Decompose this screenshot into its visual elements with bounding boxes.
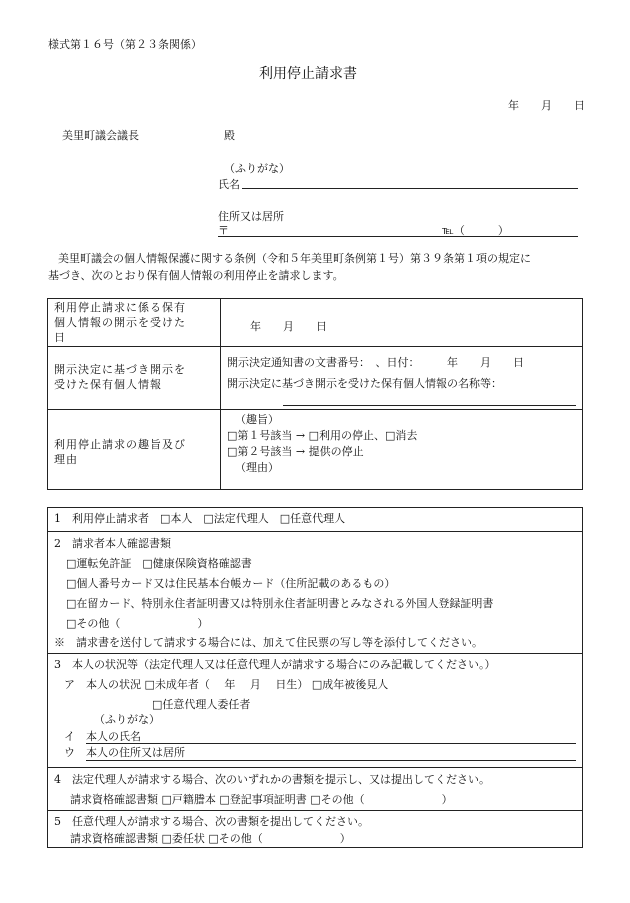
postal-mark: 〒 (218, 224, 229, 237)
section-2-item-4[interactable]: □その他（ ） (66, 617, 209, 630)
section-4-heading: 4 法定代理人が請求する場合、次のいずれかの書類を提示し、又は提出してください。 (54, 773, 490, 786)
row3-reason: （理由） (235, 461, 279, 474)
row2-label: 開示決定に基づき開示を 受けた保有個人情報 (54, 363, 186, 391)
section-5-heading: 5 任意代理人が請求する場合、次の書類を提出してください。 (54, 815, 369, 828)
section-3-address[interactable]: ウ 本人の住所又は居所 (64, 746, 185, 759)
section-1[interactable]: 1 利用停止請求者 □本人 □法定代理人 □任意代理人 (54, 512, 346, 525)
section-5-docs[interactable]: 請求資格確認書類 □委任状 □その他（ ） (70, 832, 351, 845)
section-2-item-3[interactable]: □在留カード、特別永住者証明書又は特別永住者証明書とみなされる外国人登録証明書 (66, 597, 494, 610)
addressee: 美里町議会議長 (62, 129, 139, 142)
section-3-status-2[interactable]: □任意代理人委任者 (152, 698, 251, 711)
table-divider (220, 298, 221, 490)
tel-label: ℡（ ） (442, 224, 509, 237)
row3-option-2[interactable]: □第２号該当 → 提供の停止 (227, 445, 364, 458)
honorific: 殿 (224, 129, 235, 142)
row3-purpose: （趣旨） (235, 413, 279, 426)
section-3-furigana: （ふりがな） (94, 713, 160, 726)
intro-line-2: 基づき、次のとおり保有個人情報の利用停止を請求します。 (48, 269, 344, 282)
furigana-label: （ふりがな） (224, 162, 290, 175)
section-3-status[interactable]: ア 本人の状況 □未成年者（ 年 月 日生） □成年被後見人 (64, 678, 389, 691)
row2-value-name[interactable]: 開示決定に基づき開示を受けた保有個人情報の名称等： (227, 377, 502, 390)
name-label: 氏名 (218, 178, 240, 191)
section-2-note: ※ 請求書を送付して請求する場合には、加えて住民票の写し等を添付してください。 (54, 636, 483, 649)
date-line: 年 月 日 (508, 99, 585, 112)
name-underline[interactable] (242, 188, 578, 189)
address-underline[interactable] (218, 236, 578, 237)
page-title: 利用停止請求書 (259, 66, 357, 82)
section-2-item-1[interactable]: □運転免許証 □健康保険資格確認書 (66, 557, 252, 570)
address-label: 住所又は居所 (218, 210, 284, 223)
row2-value-doc[interactable]: 開示決定通知書の文書番号： 、日付： 年 月 日 (227, 356, 524, 369)
row3-label: 利用停止請求の趣旨及び 理由 (54, 438, 186, 466)
section-3-name[interactable]: イ 本人の氏名 (64, 730, 141, 743)
intro-line-1: 美里町議会の個人情報保護に関する条例（令和５年美里町条例第１号）第３９条第１項の規定に (58, 252, 531, 265)
row3-option-1[interactable]: □第１号該当 → □利用の停止、□消去 (227, 429, 418, 442)
section-3-heading: 3 本人の状況等（法定代理人又は任意代理人が請求する場合にのみ記載してください。） (54, 658, 496, 671)
row1-label: 利用停止請求に係る保有 個人情報の開示を受けた 日 (54, 301, 186, 344)
form-number: 様式第１６号（第２３条関係） (48, 38, 202, 51)
row1-value[interactable]: 年 月 日 (250, 320, 327, 333)
section-2-heading: 2 請求者本人確認書類 (54, 537, 171, 550)
section-4-docs[interactable]: 請求資格確認書類 □戸籍謄本 □登記事項証明書 □その他（ ） (70, 793, 453, 806)
section-2-item-2[interactable]: □個人番号カード又は住民基本台帳カード（住所記載のあるもの） (66, 577, 396, 590)
